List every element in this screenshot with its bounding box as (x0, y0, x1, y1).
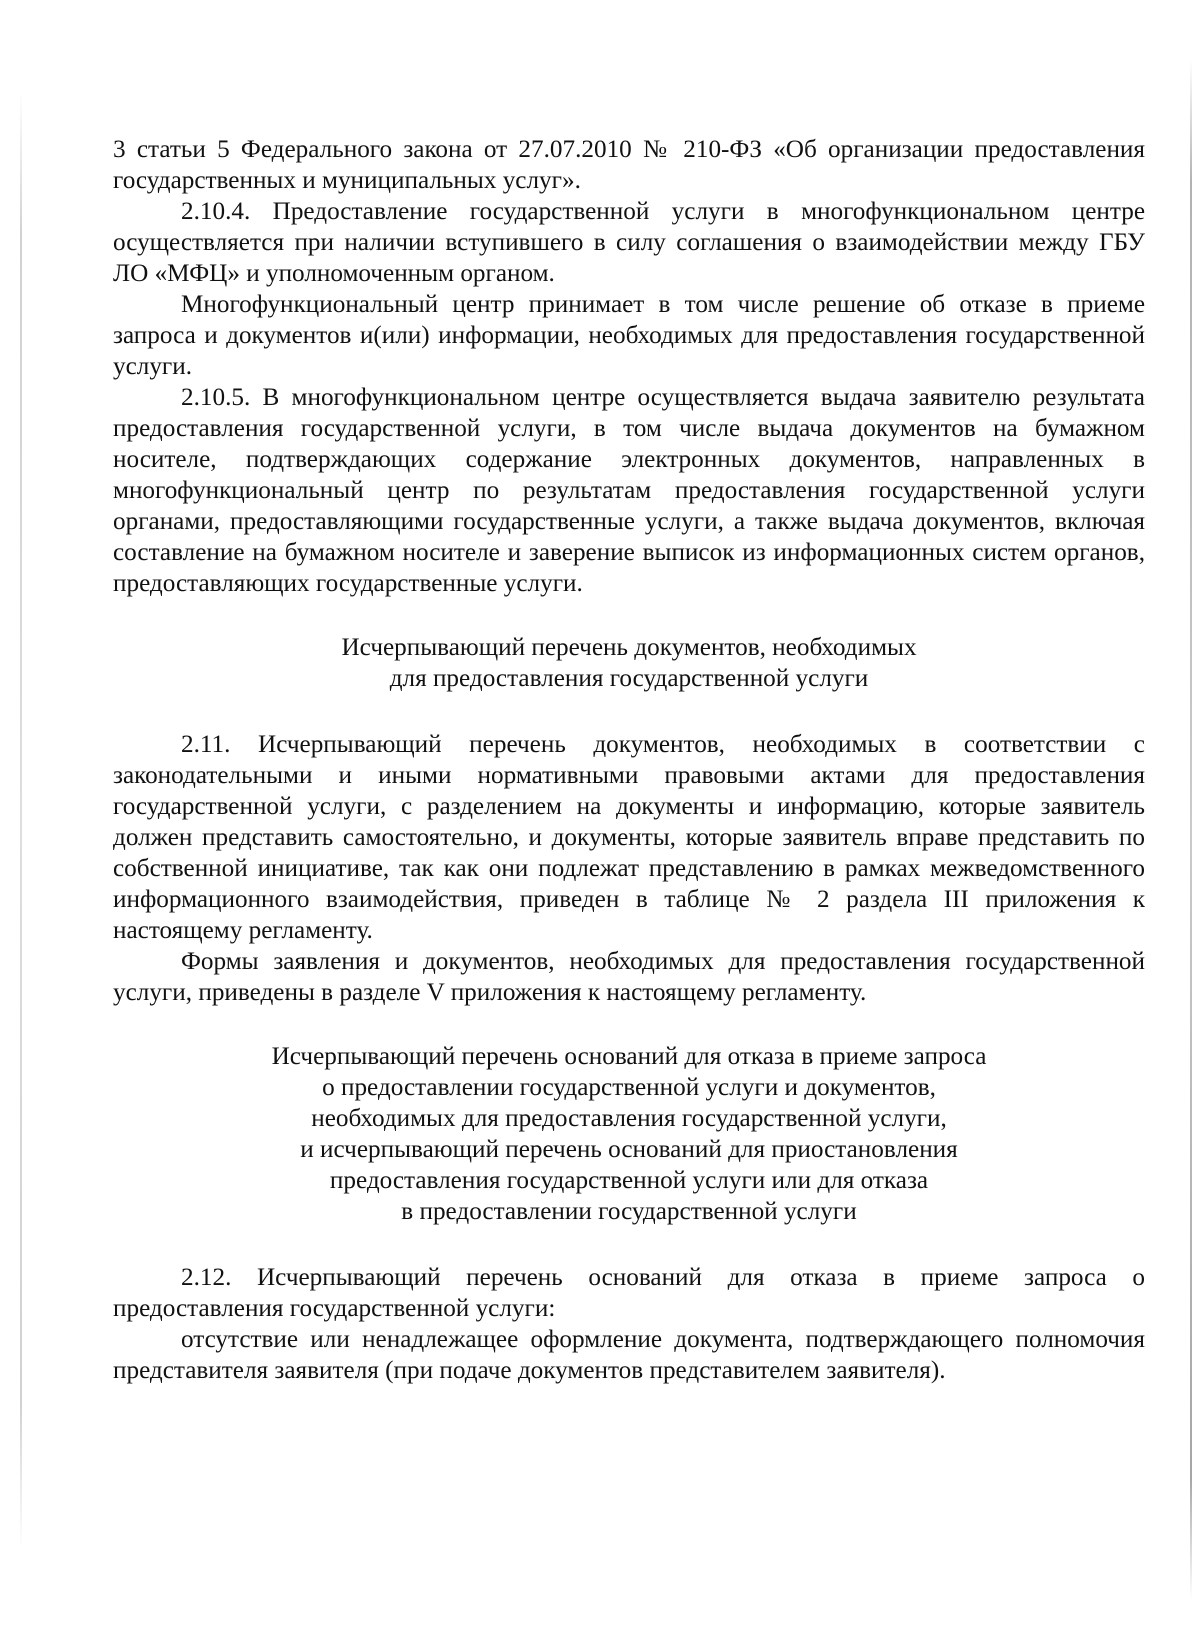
document-page (113, 134, 1145, 1386)
heading-line: предоставления государственной услуги или для отказа (329, 1167, 929, 1194)
heading-line: в предоставлении государственной услуги (401, 1198, 857, 1225)
heading-line: Исчерпывающий перечень документов, необходимых (341, 634, 917, 661)
paragraph-refusal-ground: отсутствие или ненадлежащее оформление документа, подтверждающего полномочия представителя заявителя (при подаче документов представителем заявителя). (113, 1326, 1145, 1384)
section-heading-documents (113, 632, 1145, 694)
paragraph-2-11: 2.11. Исчерпывающий перечень документов, необходимых в соответствии с законодательными и иными нормативными правовыми актами для предоставления государственной услуги, с разделением на документы и информацию, которые заявитель должен представить самостоятельно, и документы, которые заявитель вправе представить по собственной инициативе, так как они подлежат представлению в рамках межведомственного информационного взаимодействия, приведен в таблице № 2 раздела III приложения к настоящему регламенту. (113, 731, 1145, 944)
heading-line: о предоставлении государственной услуги и документов, (322, 1074, 936, 1101)
section-heading-refusal-grounds (113, 1041, 1145, 1227)
scan-edge-left (20, 90, 22, 1550)
paragraph-mfc-decision: Многофункциональный центр принимает в том числе решение об отказе в приеме запроса и документов и(или) информации, необходимых для предоставления государственной услуги. (113, 291, 1145, 380)
heading-line: необходимых для предоставления государственной услуги, (311, 1105, 947, 1132)
heading-line: и исчерпывающий перечень оснований для приостановления (300, 1136, 958, 1163)
scan-edge-right (1190, 60, 1192, 1600)
paragraph-2-12: 2.12. Исчерпывающий перечень оснований для отказа в приеме запроса о предоставления государственной услуги: (113, 1264, 1145, 1322)
paragraph-2-10-5: 2.10.5. В многофункциональном центре осуществляется выдача заявителю результата предоставления государственной услуги, в том числе выдача документов на бумажном носителе, подтверждающих содержание электронных документов, направленных в многофункциональный центр по результатам предоставления государственной услуги органами, предоставляющими государственные услуги, а также выдача документов, включая составление на бумажном носителе и заверение выписок из информационных систем органов, предоставляющих государственные услуги. (113, 384, 1145, 597)
heading-line: Исчерпывающий перечень оснований для отказа в приеме запроса (271, 1043, 987, 1070)
paragraph-forms: Формы заявления и документов, необходимых для предоставления государственной услуги, приведены в разделе V приложения к настоящему регламенту. (113, 948, 1145, 1006)
paragraph-2-10-4: 2.10.4. Предоставление государственной услуги в многофункциональном центре осуществляется при наличии вступившего в силу соглашения о взаимодействии между ГБУ ЛО «МФЦ» и уполномоченным органом. (113, 198, 1145, 287)
heading-line: для предоставления государственной услуги (389, 665, 869, 692)
paragraph-law-reference: 3 статьи 5 Федерального закона от 27.07.2010 № 210-ФЗ «Об организации предоставления государственных и муниципальных услуг». (113, 136, 1145, 194)
